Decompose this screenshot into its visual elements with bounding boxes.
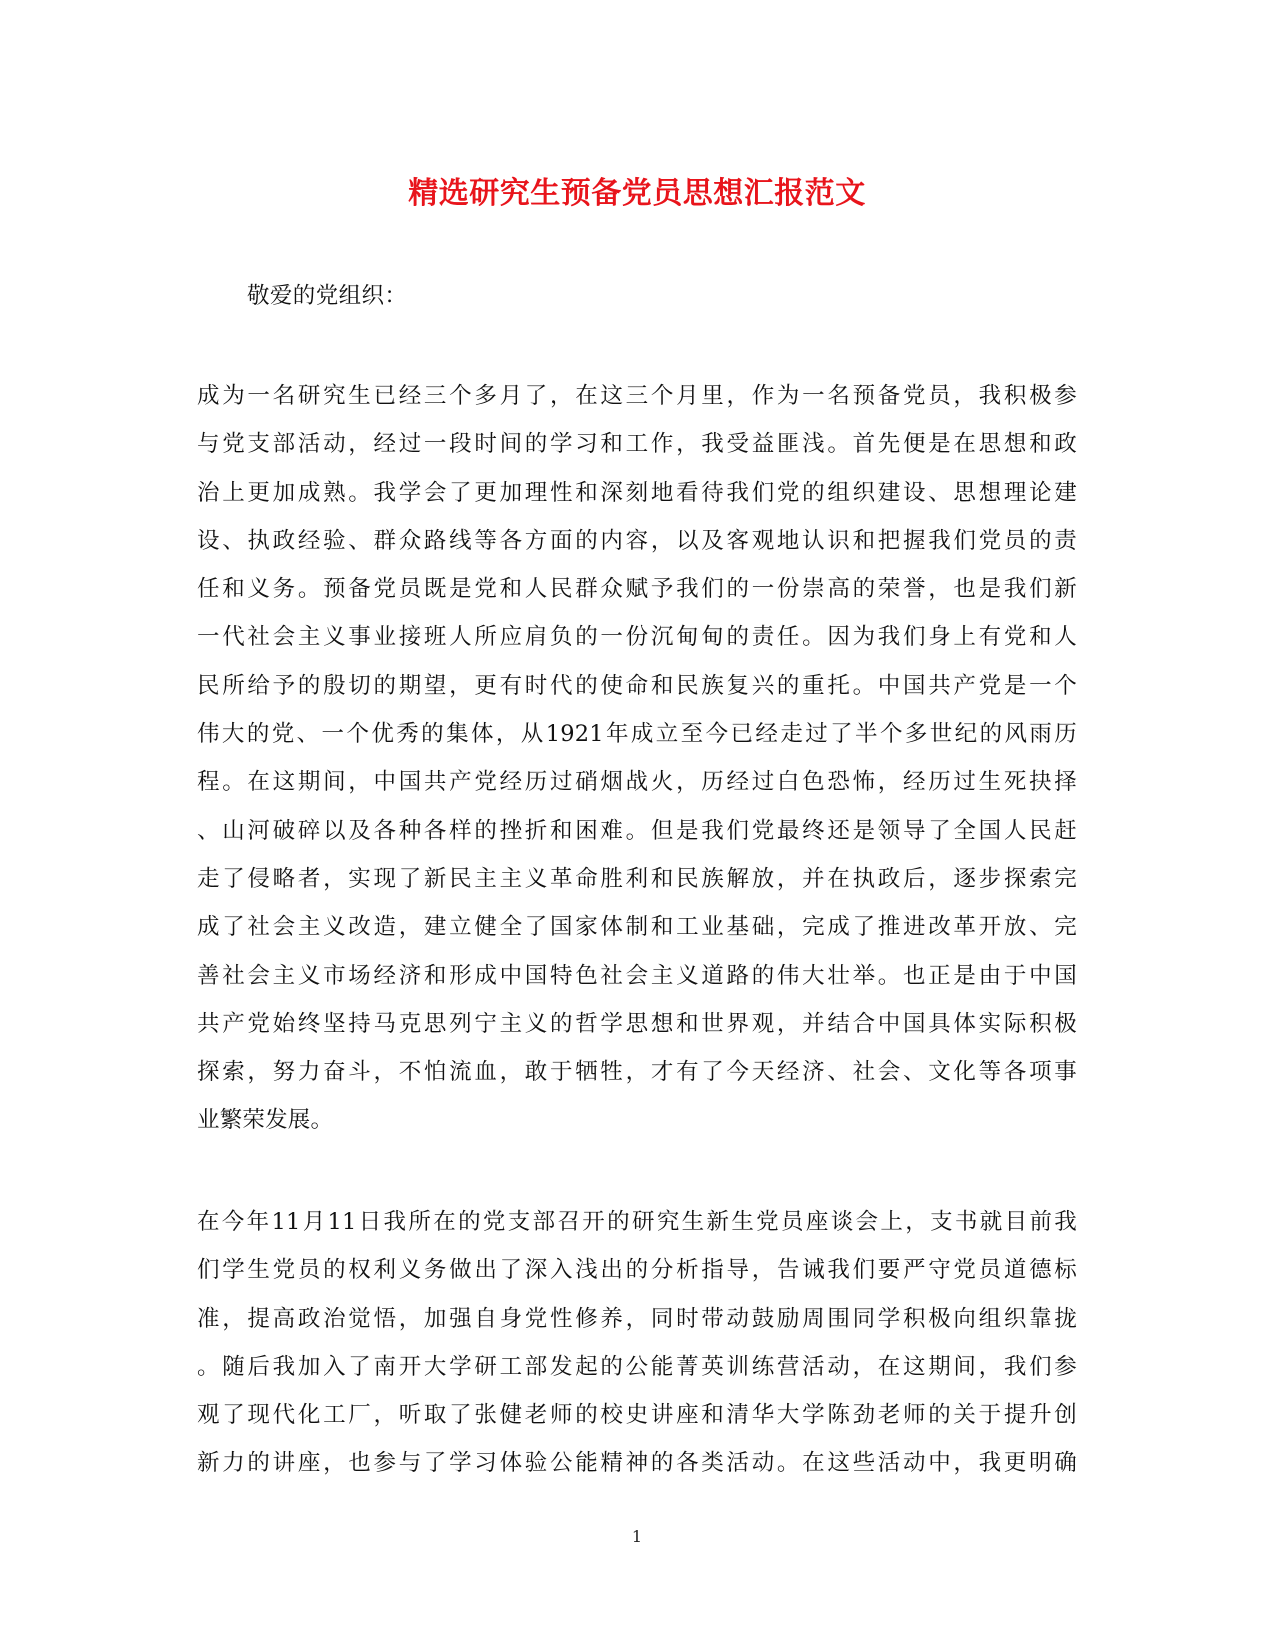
paragraph-line: 程。在这期间，中国共产党经历过硝烟战火，历经过白色恐怖，经历过生死抉择 (197, 769, 1077, 796)
paragraph-1 (197, 372, 1077, 1145)
paragraph-line: 设、执政经验、群众路线等各方面的内容，以及客观地认识和把握我们党员的责 (197, 527, 1077, 554)
paragraph-line: 们学生党员的权利义务做出了深入浅出的分析指导，告诫我们要严守党员道德标 (197, 1257, 1077, 1284)
paragraph-line: 治上更加成熟。我学会了更加理性和深刻地看待我们党的组织建设、思想理论建 (197, 479, 1077, 506)
paragraph-line: 伟大的党、一个优秀的集体，从1921年成立至今已经走过了半个多世纪的风雨历 (197, 721, 1077, 748)
paragraph-line: 观了现代化工厂，听取了张健老师的校史讲座和清华大学陈劲老师的关于提升创 (197, 1402, 1077, 1429)
paragraph-line: 善社会主义市场经济和形成中国特色社会主义道路的伟大壮举。也正是由于中国 (197, 962, 1077, 989)
paragraph-line: 民所给予的殷切的期望，更有时代的使命和民族复兴的重托。中国共产党是一个 (197, 672, 1077, 699)
document-title: 精选研究生预备党员思想汇报范文 (408, 176, 866, 211)
paragraph-line: 准，提高政治觉悟，加强自身党性修养，同时带动鼓励周围同学积极向组织靠拢 (197, 1305, 1077, 1332)
paragraph-line: 走了侵略者，实现了新民主主义革命胜利和民族解放，并在执政后，逐步探索完 (197, 865, 1077, 892)
paragraph-line: 、山河破碎以及各种各样的挫折和困难。但是我们党最终还是领导了全国人民赶 (197, 817, 1077, 844)
paragraph-line: 在今年11月11日我所在的党支部召开的研究生新生党员座谈会上，支书就目前我 (197, 1209, 1077, 1235)
paragraph-line: 与党支部活动，经过一段时间的学习和工作，我受益匪浅。首先便是在思想和政 (197, 431, 1077, 458)
paragraph-line: 任和义务。预备党员既是党和人民群众赋予我们的一份崇高的荣誉，也是我们新 (197, 576, 1077, 603)
paragraph-line: 新力的讲座，也参与了学习体验公能精神的各类活动。在这些活动中，我更明确 (197, 1450, 1077, 1477)
paragraph-line: 成为一名研究生已经三个多月了，在这三个月里，作为一名预备党员，我积极参 (197, 383, 1077, 409)
paragraph-line: 共产党始终坚持马克思列宁主义的哲学思想和世界观，并结合中国具体实际积极 (197, 1010, 1077, 1037)
paragraph-line: 一代社会主义事业接班人所应肩负的一份沉甸甸的责任。因为我们身上有党和人 (197, 624, 1077, 651)
paragraph-line: 成了社会主义改造，建立健全了国家体制和工业基础，完成了推进改革开放、完 (197, 914, 1077, 941)
paragraph-line: 探索，努力奋斗，不怕流血，敢于牺牲，才有了今天经济、社会、文化等各项事 (197, 1059, 1077, 1086)
paragraph-line: 。随后我加入了南开大学研工部发起的公能菁英训练营活动，在这期间，我们参 (197, 1353, 1077, 1380)
paragraph-2 (197, 1198, 1077, 1488)
salutation: 敬爱的党组织： (247, 283, 408, 309)
page-number: 1 (631, 1527, 643, 1546)
paragraph-line: 业繁荣发展。 (197, 1107, 334, 1134)
